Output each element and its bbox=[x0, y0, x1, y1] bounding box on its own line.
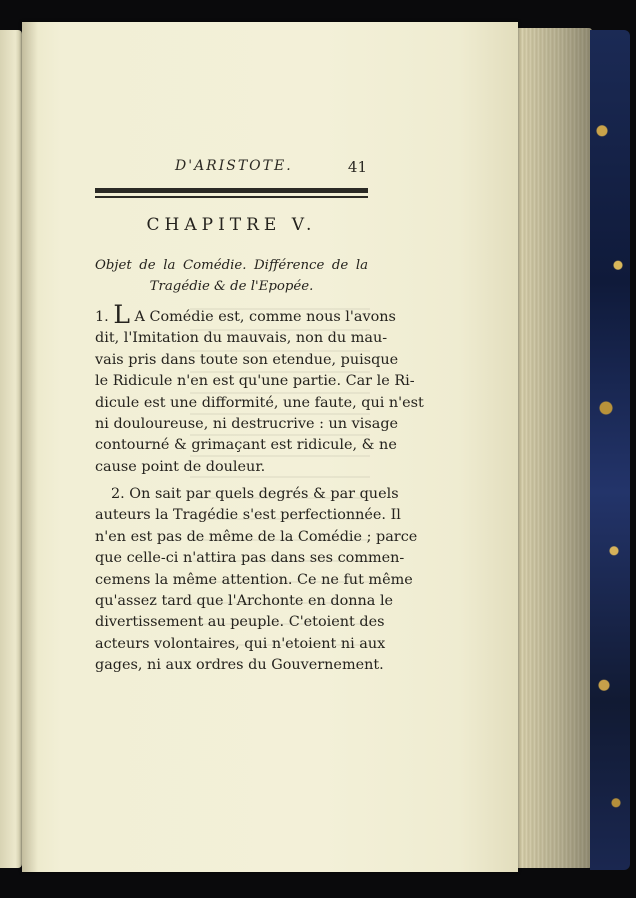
marbled-cover bbox=[590, 30, 630, 870]
paragraph-line: contourné & grimaçant est ridicule, & ne bbox=[95, 437, 397, 454]
chapter-title: CHAPITRE V. bbox=[146, 215, 317, 235]
paragraph-line: le Ridicule n'en est qu'une partie. Car le Ri- bbox=[95, 373, 415, 390]
paragraph-line-text: A Comédie est, comme nous l'avons bbox=[134, 309, 396, 325]
paragraph-line: acteurs volontaires, qui n'etoient ni aux bbox=[95, 635, 386, 652]
gutter-shadow bbox=[22, 22, 38, 872]
page-header bbox=[95, 158, 371, 184]
paragraph-line bbox=[95, 300, 396, 329]
subtitle-line-2: Tragédie & de l'Epopée. bbox=[149, 279, 314, 294]
header-rule-thick bbox=[95, 188, 368, 193]
paragraph-line: n'en est pas de même de la Comédie ; parce bbox=[95, 528, 418, 545]
paragraph-line: ni douloureuse, ni destrucrive : un visage bbox=[95, 416, 399, 433]
chapter-subtitle bbox=[95, 255, 368, 297]
paragraph-line: cause point de douleur. bbox=[95, 458, 266, 475]
paragraph-line: qu'assez tard que l'Archonte en donna le bbox=[95, 593, 394, 610]
paragraph-line: divertissement au peuple. C'etoient des bbox=[95, 614, 385, 631]
drop-cap: L bbox=[113, 300, 130, 329]
paragraph-line: dicule est une difformité, une faute, qui n'est bbox=[95, 394, 424, 411]
paragraph-line: auteurs la Tragédie s'est perfectionnée. Il bbox=[95, 507, 401, 524]
page-block-shade bbox=[512, 28, 592, 868]
paragraph-line: cemens la même attention. Ce ne fut même bbox=[95, 571, 413, 588]
paragraph-line: dit, l'Imitation du mauvais, non du mau- bbox=[95, 330, 388, 347]
paragraph-line: que celle-ci n'attira pas dans ses commen- bbox=[95, 550, 405, 567]
running-head: D'ARISTOTE. bbox=[175, 158, 293, 174]
header-rule-thin bbox=[95, 196, 368, 198]
facing-page-edge bbox=[0, 30, 22, 868]
paragraph-line: gages, ni aux ordres du Gouvernement. bbox=[95, 657, 384, 674]
paragraph-2 bbox=[95, 484, 418, 677]
paragraph-number: 1. bbox=[95, 309, 109, 325]
paragraph-line: 2. On sait par quels degrés & par quels bbox=[111, 486, 399, 502]
paragraph-1 bbox=[95, 300, 424, 478]
paragraph-line: vais pris dans toute son etendue, puisque bbox=[95, 351, 399, 368]
page-number: 41 bbox=[347, 158, 367, 176]
subtitle-line-1: Objet de la Comédie. Différence de la bbox=[95, 258, 368, 273]
